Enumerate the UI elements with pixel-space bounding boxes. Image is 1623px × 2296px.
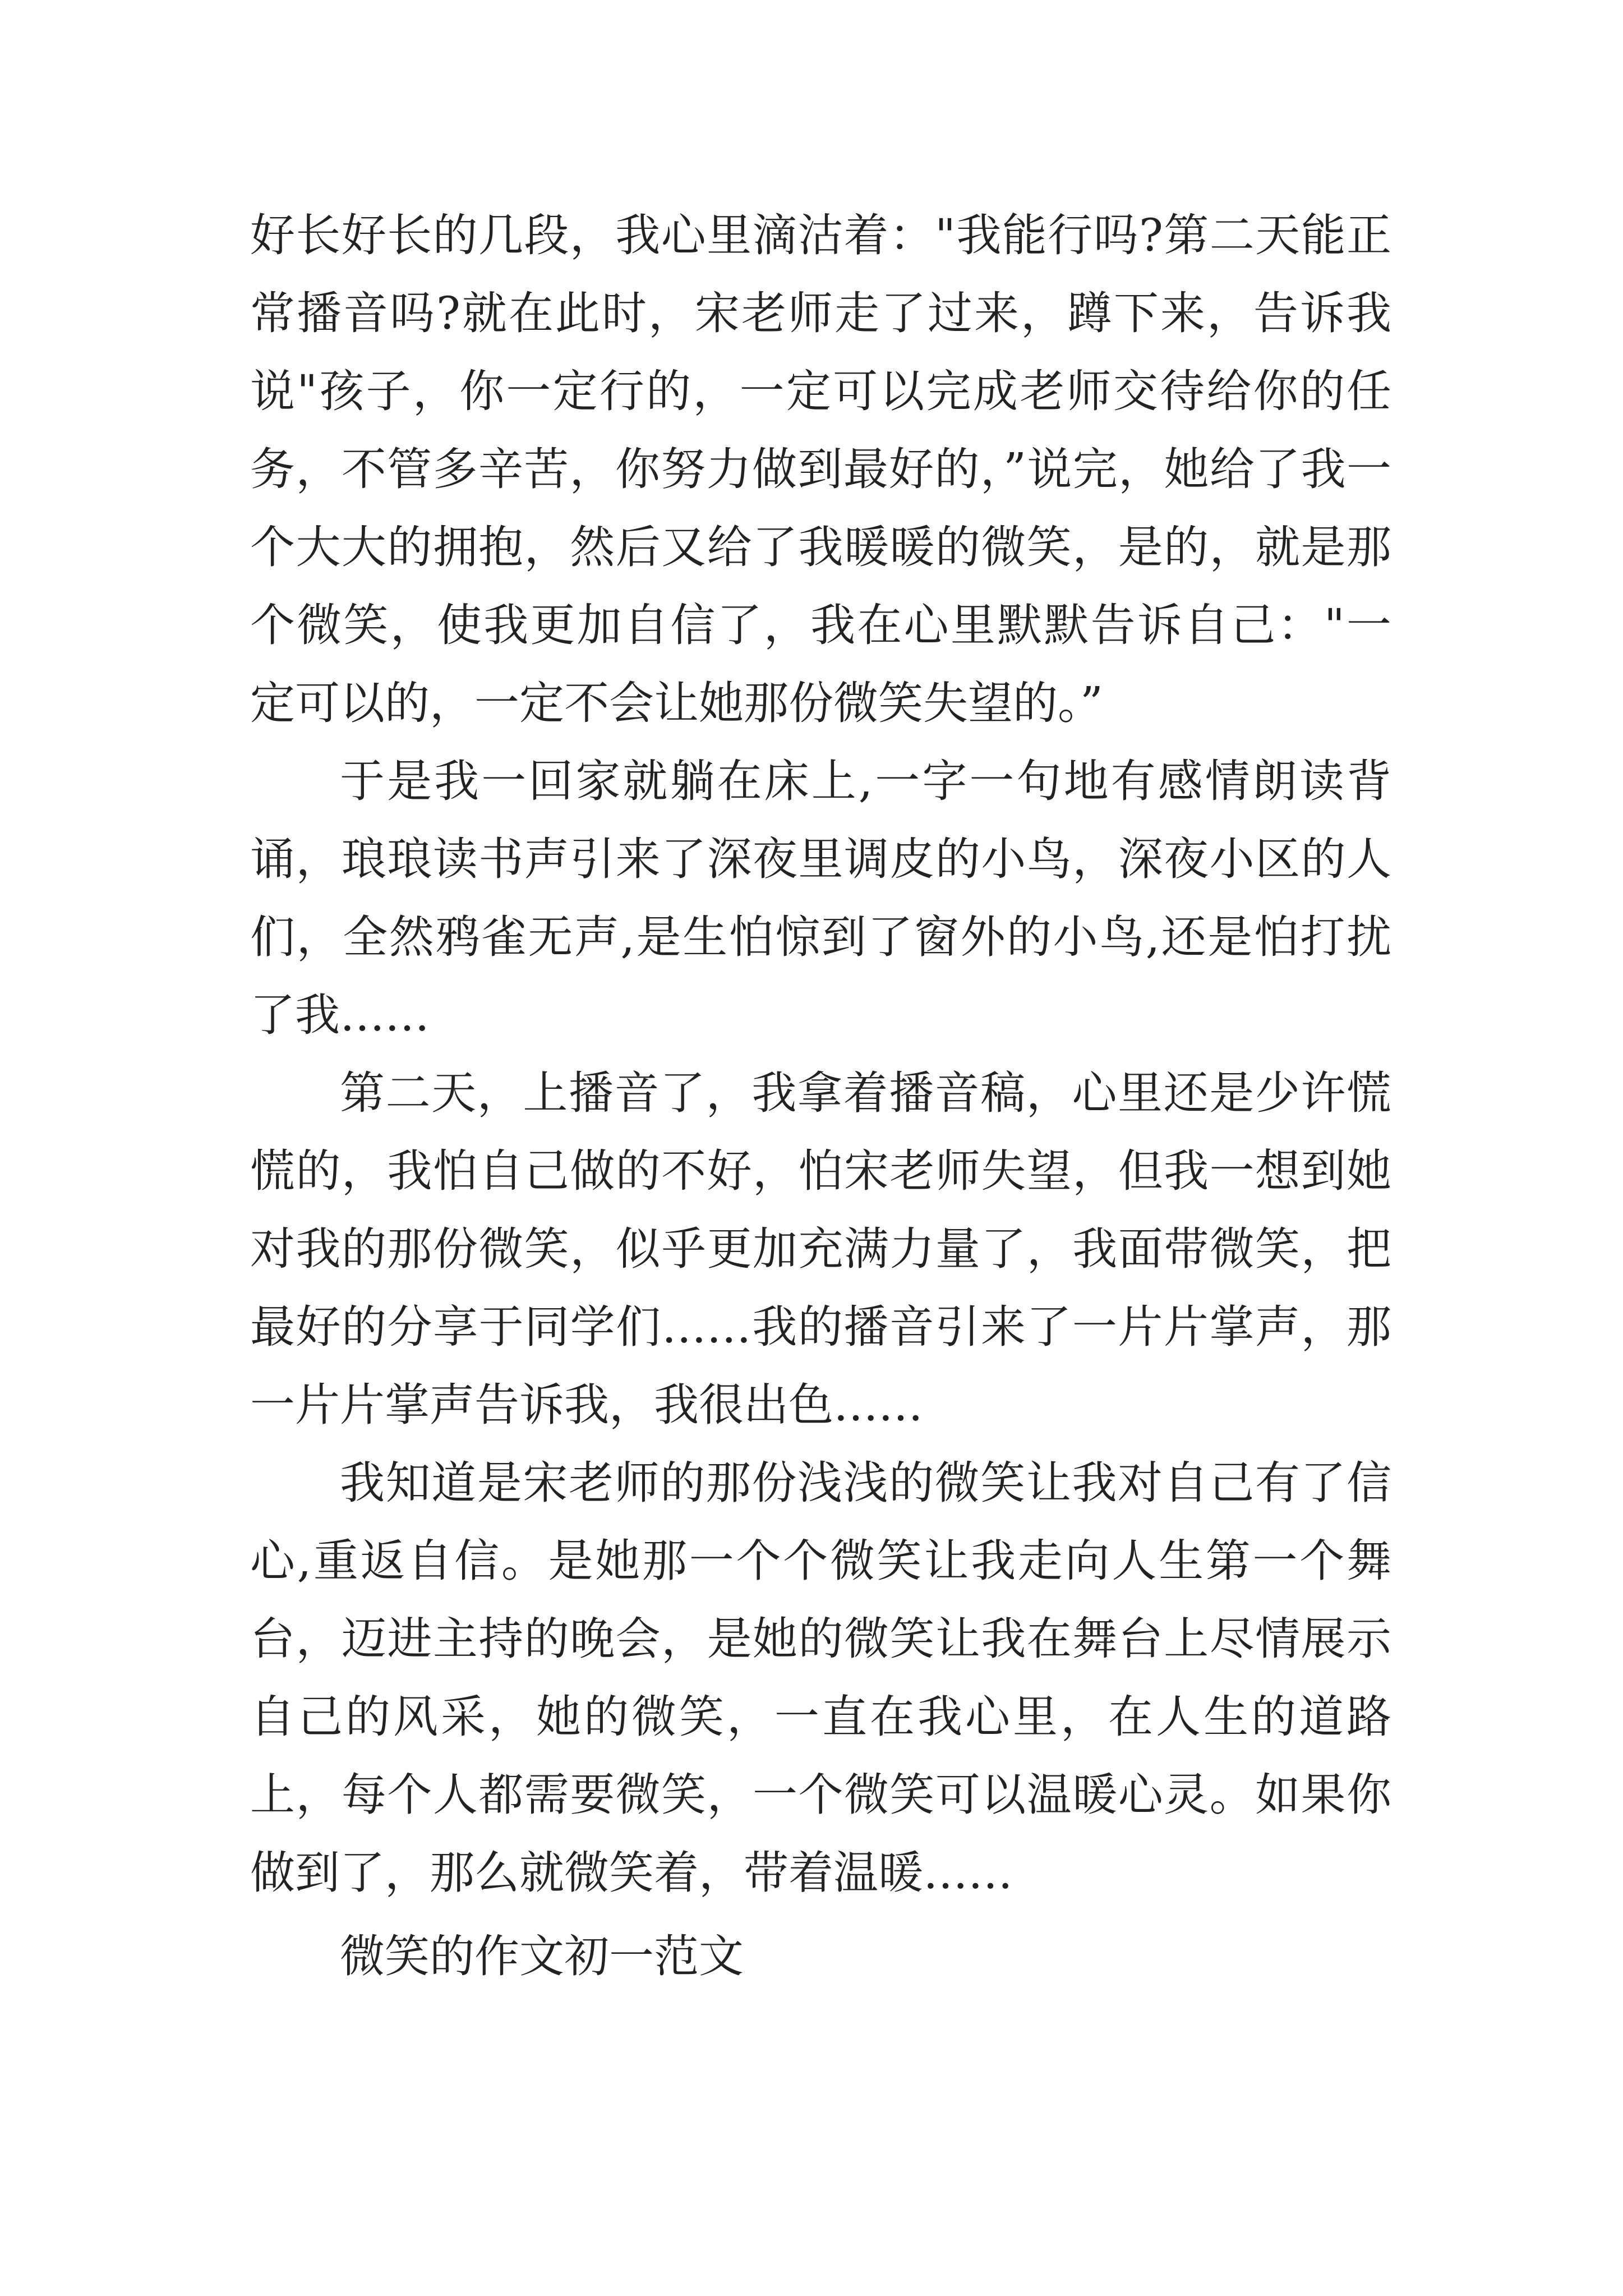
paragraph-4: 我知道是宋老师的那份浅浅的微笑让我对自己有了信心,重返自信。是她那一个个微笑让我走向人生第一个舞台，迈进主持的晚会，是她的微笑让我在舞台上尽情展示自己的风采，她的微笑，一直在我心里，在人生的道路上，每个人都需要微笑，一个微笑可以温暖心灵。如果你做到了，那么就微笑着，带着温暖…… — [250, 1457, 1391, 1899]
paragraph-3: 第二天，上播音了，我拿着播音稿，心里还是少许慌慌的，我怕自己做的不好，怕宋老师失望，但我一想到她对我的那份微笑，似乎更加充满力量了，我面带微笑，把最好的分享于同学们……我的播音引来了一片片掌声，那一片片掌声告诉我，我很出色…… — [250, 1067, 1391, 1431]
closing-title-line: 微笑的作文初一范文 — [340, 1930, 744, 1982]
paragraph-2: 于是我一回家就躺在床上,一字一句地有感情朗读背诵，琅琅读书声引来了深夜里调皮的小鸟，深夜小区的人们，全然鸦雀无声,是生怕惊到了窗外的小鸟,还是怕打扰了我…… — [250, 755, 1391, 1041]
document-body — [250, 196, 1391, 1995]
paragraph-1: 好长好长的几段，我心里滴沽着："我能行吗?第二天能正常播音吗?就在此时，宋老师走了过来，蹲下来，告诉我说"孩子，你一定行的，一定可以完成老师交待给你的任务，不管多辛苦，你努力做到最好的，”说完，她给了我一个大大的拥抱，然后又给了我暖暖的微笑，是的，就是那个微笑，使我更加自信了，我在心里默默告诉自己："一定可以的，一定不会让她那份微笑失望的。” — [250, 209, 1391, 729]
